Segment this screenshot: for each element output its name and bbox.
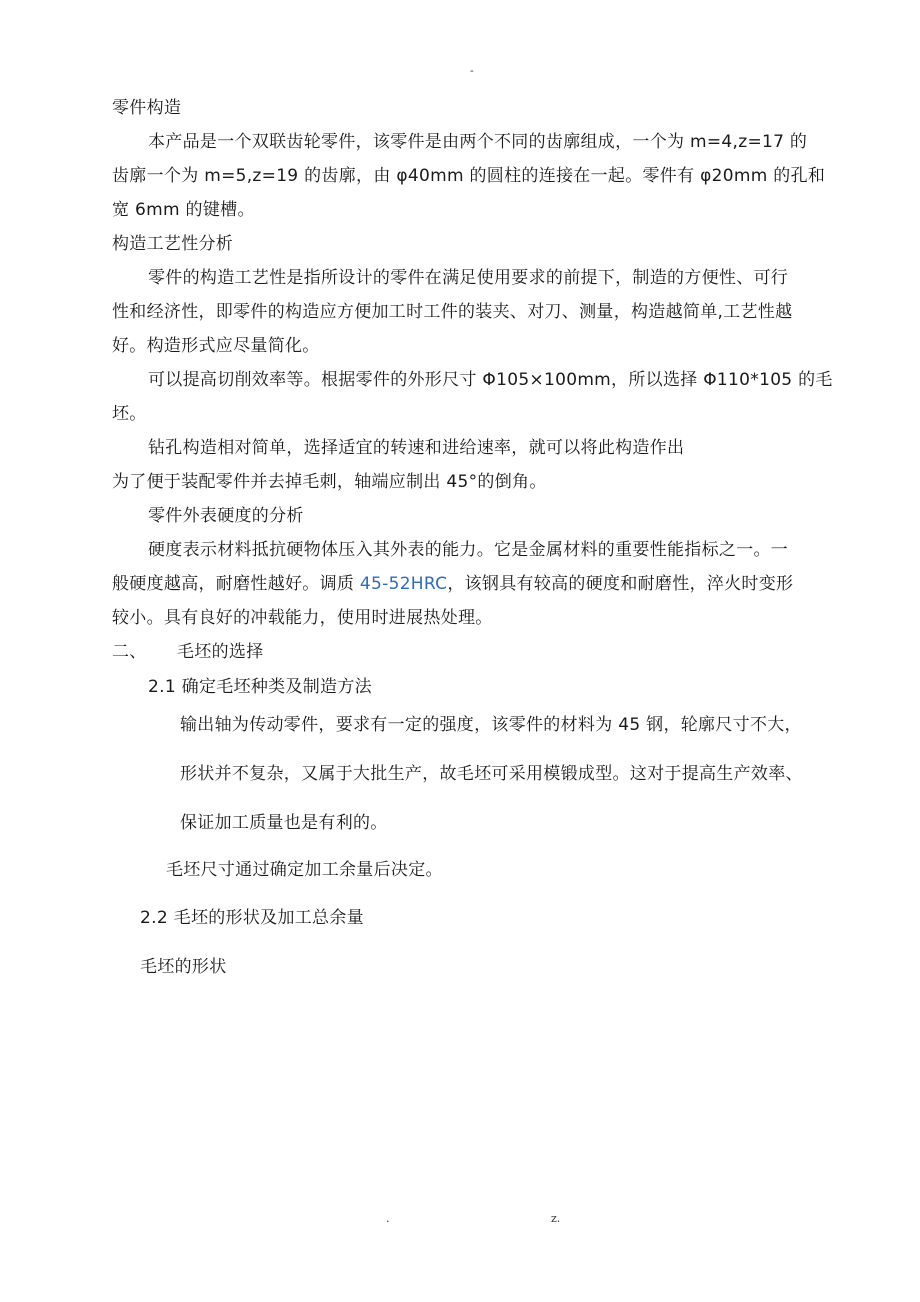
paragraph-line: 性和经济性，即零件的构造应方便加工时工件的装夹、对刀、测量，构造越简单,工艺性越	[112, 302, 793, 322]
paragraph-line: 齿廓一个为 m=5,z=19 的齿廓，由 φ40mm 的圆柱的连接在一起。零件有 φ20mm 的孔和	[112, 166, 826, 186]
paragraph-line: 硬度表示材料抵抗硬物体压入其外表的能力。它是金属材料的重要性能指标之一。一	[148, 540, 789, 560]
paragraph-line: 本产品是一个双联齿轮零件，该零件是由两个不同的齿廓组成，一个为 m=4,z=17 的	[148, 132, 808, 152]
subsection-heading: 2.1 确定毛坯种类及制造方法	[148, 677, 372, 697]
paragraph-line: 坯。	[112, 404, 147, 424]
text-segment: ，该钢具有较高的硬度和耐磨性，淬火时变形	[447, 574, 794, 594]
section-number: 二、	[112, 642, 147, 662]
hrc-link[interactable]: 45-52HRC	[359, 574, 448, 594]
section-heading-hardness: 零件外表硬度的分析	[148, 506, 304, 526]
paragraph-line: 较小。具有良好的冲载能力，使用时进展热处理。	[112, 608, 493, 628]
section-heading-structure: 零件构造	[112, 98, 182, 118]
paragraph-line: 零件的构造工艺性是指所设计的零件在满足使用要求的前提下，制造的方便性、可行	[148, 268, 789, 288]
section-heading-craft: 构造工艺性分析	[112, 234, 234, 254]
subsection-heading: 2.2 毛坯的形状及加工总余量	[140, 908, 364, 928]
text-segment: 般硬度越高，耐磨性越好。调质	[112, 574, 360, 594]
paragraph-line: 保证加工质量也是有利的。	[180, 813, 388, 833]
paragraph-line: 输出轴为传动零件，要求有一定的强度，该零件的材料为 45 钢，轮廓尺寸不大，	[180, 715, 802, 735]
caption-label: 毛坯的形状	[140, 957, 227, 977]
footer-left-mark: .	[386, 1212, 390, 1225]
paragraph-line: 可以提高切削效率等。根据零件的外形尺寸 Φ105×100mm，所以选择 Φ110*105 的毛	[148, 370, 833, 390]
paragraph-line: 毛坯尺寸通过确定加工余量后决定。	[166, 860, 443, 880]
paragraph-line: 为了便于装配零件并去掉毛刺，轴端应制出 45°的倒角。	[112, 472, 547, 492]
paragraph-line: 钻孔构造相对简单，选择适宜的转速和进给速率，就可以将此构造作出	[148, 438, 685, 458]
section-title-blank: 毛坯的选择	[177, 642, 264, 662]
paragraph-line: 好。构造形式应尽量简化。	[112, 336, 320, 356]
header-mark: -	[470, 64, 474, 77]
paragraph-line: 宽 6mm 的键槽。	[112, 200, 255, 220]
footer-right-mark: z.	[551, 1212, 561, 1225]
paragraph-line-with-link	[112, 572, 834, 596]
paragraph-line: 形状并不复杂，又属于大批生产，故毛坯可采用模锻成型。这对于提高生产效率、	[180, 764, 803, 784]
